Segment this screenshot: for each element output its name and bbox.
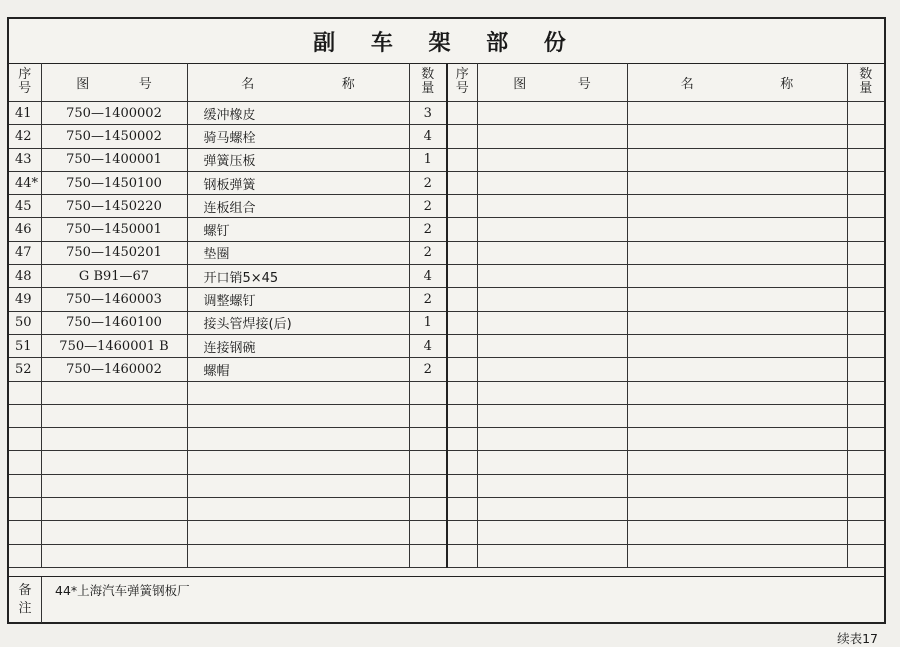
cell-name: 调整螺钉 (187, 288, 409, 311)
cell-code-right (477, 125, 627, 148)
cell-seq-right (447, 218, 477, 241)
parts-sheet (7, 17, 886, 624)
cell-qty: 4 (409, 125, 447, 148)
cell-seq (9, 428, 41, 451)
cell-seq: 42 (9, 125, 41, 148)
parts-table (9, 63, 884, 568)
cell-name-right (627, 334, 847, 357)
cell-name (187, 498, 409, 521)
cell-name-right (627, 171, 847, 194)
cell-name-right (627, 148, 847, 171)
header-code: 图 号 (41, 63, 187, 102)
cell-code-right (477, 381, 627, 404)
cell-name (187, 474, 409, 497)
remarks-text: 44*上海汽车弹簧钢板厂 (55, 583, 190, 598)
cell-qty (409, 544, 447, 567)
cell-seq-right (447, 428, 477, 451)
cell-code (41, 428, 187, 451)
cell-seq-right (447, 195, 477, 218)
header-qty: 数 量 (409, 63, 447, 102)
cell-seq: 48 (9, 265, 41, 288)
cell-seq (9, 544, 41, 567)
cell-qty (409, 404, 447, 427)
cell-qty (409, 451, 447, 474)
cell-seq-right (447, 451, 477, 474)
cell-qty: 2 (409, 171, 447, 194)
cell-name-right (627, 381, 847, 404)
cell-name: 接头管焊接(后) (187, 311, 409, 334)
cell-qty (409, 381, 447, 404)
cell-name-right (627, 498, 847, 521)
header-qty-right: 数 量 (847, 63, 884, 102)
cell-seq-right (447, 102, 477, 125)
header-name: 名 称 (187, 63, 409, 102)
cell-name-right (627, 265, 847, 288)
header-code-right: 图 号 (477, 63, 627, 102)
table-row (9, 195, 884, 218)
cell-name: 连接钢碗 (187, 334, 409, 357)
cell-qty: 2 (409, 241, 447, 264)
cell-seq-right (447, 311, 477, 334)
cell-name-right (627, 195, 847, 218)
cell-name (187, 521, 409, 544)
cell-seq (9, 404, 41, 427)
cell-name: 缓冲橡皮 (187, 102, 409, 125)
cell-seq: 43 (9, 148, 41, 171)
cell-code-right (477, 102, 627, 125)
cell-code: 750—1460003 (41, 288, 187, 311)
cell-qty: 1 (409, 311, 447, 334)
cell-code (41, 474, 187, 497)
continued-table-note: 续表17 (837, 631, 878, 646)
cell-seq-right (447, 334, 477, 357)
cell-code (41, 498, 187, 521)
cell-name: 弹簧压板 (187, 148, 409, 171)
sheet-title: 副 车 架 部 份 (9, 19, 884, 64)
cell-code-right (477, 451, 627, 474)
cell-code (41, 404, 187, 427)
cell-seq: 47 (9, 241, 41, 264)
cell-code (41, 451, 187, 474)
table-row (9, 148, 884, 171)
cell-name (187, 404, 409, 427)
cell-code-right (477, 404, 627, 427)
cell-name: 钢板弹簧 (187, 171, 409, 194)
cell-name: 连板组合 (187, 195, 409, 218)
cell-name-right (627, 404, 847, 427)
cell-qty-right (847, 195, 884, 218)
cell-qty-right (847, 171, 884, 194)
cell-name-right (627, 451, 847, 474)
cell-qty-right (847, 125, 884, 148)
cell-qty: 2 (409, 218, 447, 241)
cell-name (187, 451, 409, 474)
cell-qty-right (847, 381, 884, 404)
cell-code: 750—1450001 (41, 218, 187, 241)
cell-name: 螺钉 (187, 218, 409, 241)
cell-name-right (627, 521, 847, 544)
cell-seq: 44* (9, 171, 41, 194)
cell-qty-right (847, 311, 884, 334)
cell-seq (9, 521, 41, 544)
cell-seq (9, 381, 41, 404)
cell-qty-right (847, 498, 884, 521)
cell-name-right (627, 241, 847, 264)
cell-seq-right (447, 474, 477, 497)
cell-seq-right (447, 358, 477, 381)
cell-code: 750—1450002 (41, 125, 187, 148)
cell-seq-right (447, 125, 477, 148)
cell-code-right (477, 358, 627, 381)
cell-name (187, 428, 409, 451)
cell-name-right (627, 544, 847, 567)
cell-code: 750—1450100 (41, 171, 187, 194)
cell-seq (9, 451, 41, 474)
cell-qty-right (847, 218, 884, 241)
remarks-row (9, 576, 884, 623)
cell-seq-right (447, 404, 477, 427)
cell-code-right (477, 498, 627, 521)
table-row (9, 102, 884, 125)
cell-qty: 4 (409, 265, 447, 288)
cell-code: 750—1450220 (41, 195, 187, 218)
table-row (9, 218, 884, 241)
cell-code-right (477, 288, 627, 311)
table-row (9, 428, 884, 451)
cell-seq-right (447, 148, 477, 171)
table-row (9, 311, 884, 334)
cell-code: 750—1400001 (41, 148, 187, 171)
cell-seq (9, 474, 41, 497)
cell-qty (409, 521, 447, 544)
table-header-row (9, 63, 884, 102)
cell-seq-right (447, 498, 477, 521)
table-row (9, 334, 884, 357)
cell-qty-right (847, 428, 884, 451)
cell-qty-right (847, 334, 884, 357)
cell-qty-right (847, 102, 884, 125)
cell-code-right (477, 218, 627, 241)
cell-code (41, 521, 187, 544)
cell-qty: 4 (409, 334, 447, 357)
cell-name-right (627, 125, 847, 148)
cell-code-right (477, 311, 627, 334)
cell-name-right (627, 102, 847, 125)
cell-seq-right (447, 288, 477, 311)
cell-seq: 51 (9, 334, 41, 357)
cell-qty-right (847, 148, 884, 171)
cell-code-right (477, 148, 627, 171)
table-row (9, 544, 884, 567)
cell-name-right (627, 311, 847, 334)
cell-code: G B91—67 (41, 265, 187, 288)
cell-code: 750—1460100 (41, 311, 187, 334)
cell-qty (409, 498, 447, 521)
table-row (9, 288, 884, 311)
table-row (9, 451, 884, 474)
header-seq-right: 序 号 (447, 63, 477, 102)
cell-code-right (477, 241, 627, 264)
header-seq: 序 号 (9, 63, 41, 102)
header-name-right: 名 称 (627, 63, 847, 102)
cell-code-right (477, 474, 627, 497)
cell-name (187, 544, 409, 567)
cell-code: 750—1460001 B (41, 334, 187, 357)
cell-code: 750—1450201 (41, 241, 187, 264)
cell-code-right (477, 428, 627, 451)
cell-code (41, 381, 187, 404)
cell-qty: 2 (409, 195, 447, 218)
table-row (9, 521, 884, 544)
cell-name-right (627, 428, 847, 451)
cell-seq-right (447, 521, 477, 544)
cell-code-right (477, 334, 627, 357)
cell-seq: 52 (9, 358, 41, 381)
cell-name: 螺帽 (187, 358, 409, 381)
cell-name-right (627, 288, 847, 311)
cell-name-right (627, 218, 847, 241)
cell-seq: 45 (9, 195, 41, 218)
table-row (9, 358, 884, 381)
cell-seq-right (447, 265, 477, 288)
cell-name: 开口销5×45 (187, 265, 409, 288)
cell-qty-right (847, 404, 884, 427)
cell-seq-right (447, 171, 477, 194)
cell-qty-right (847, 288, 884, 311)
cell-code-right (477, 544, 627, 567)
table-row (9, 171, 884, 194)
cell-seq-right (447, 544, 477, 567)
cell-qty: 2 (409, 358, 447, 381)
cell-seq-right (447, 381, 477, 404)
cell-code-right (477, 521, 627, 544)
cell-qty-right (847, 544, 884, 567)
cell-qty-right (847, 358, 884, 381)
table-row (9, 241, 884, 264)
table-row (9, 381, 884, 404)
cell-seq: 46 (9, 218, 41, 241)
cell-code (41, 544, 187, 567)
table-row (9, 404, 884, 427)
cell-qty: 2 (409, 288, 447, 311)
remarks-label: 备 注 (9, 577, 42, 623)
cell-name-right (627, 358, 847, 381)
table-row (9, 498, 884, 521)
cell-name: 垫圈 (187, 241, 409, 264)
cell-seq: 50 (9, 311, 41, 334)
cell-qty-right (847, 474, 884, 497)
table-row (9, 474, 884, 497)
cell-qty-right (847, 241, 884, 264)
cell-qty (409, 428, 447, 451)
cell-qty-right (847, 265, 884, 288)
cell-seq: 49 (9, 288, 41, 311)
cell-name-right (627, 474, 847, 497)
cell-qty: 1 (409, 148, 447, 171)
cell-seq (9, 498, 41, 521)
cell-code: 750—1460002 (41, 358, 187, 381)
cell-seq: 41 (9, 102, 41, 125)
table-row (9, 125, 884, 148)
cell-qty: 3 (409, 102, 447, 125)
cell-qty-right (847, 521, 884, 544)
cell-code: 750—1400002 (41, 102, 187, 125)
table-row (9, 265, 884, 288)
cell-code-right (477, 171, 627, 194)
cell-code-right (477, 195, 627, 218)
cell-seq-right (447, 241, 477, 264)
cell-name (187, 381, 409, 404)
cell-qty-right (847, 451, 884, 474)
cell-qty (409, 474, 447, 497)
cell-name: 骑马螺栓 (187, 125, 409, 148)
cell-code-right (477, 265, 627, 288)
